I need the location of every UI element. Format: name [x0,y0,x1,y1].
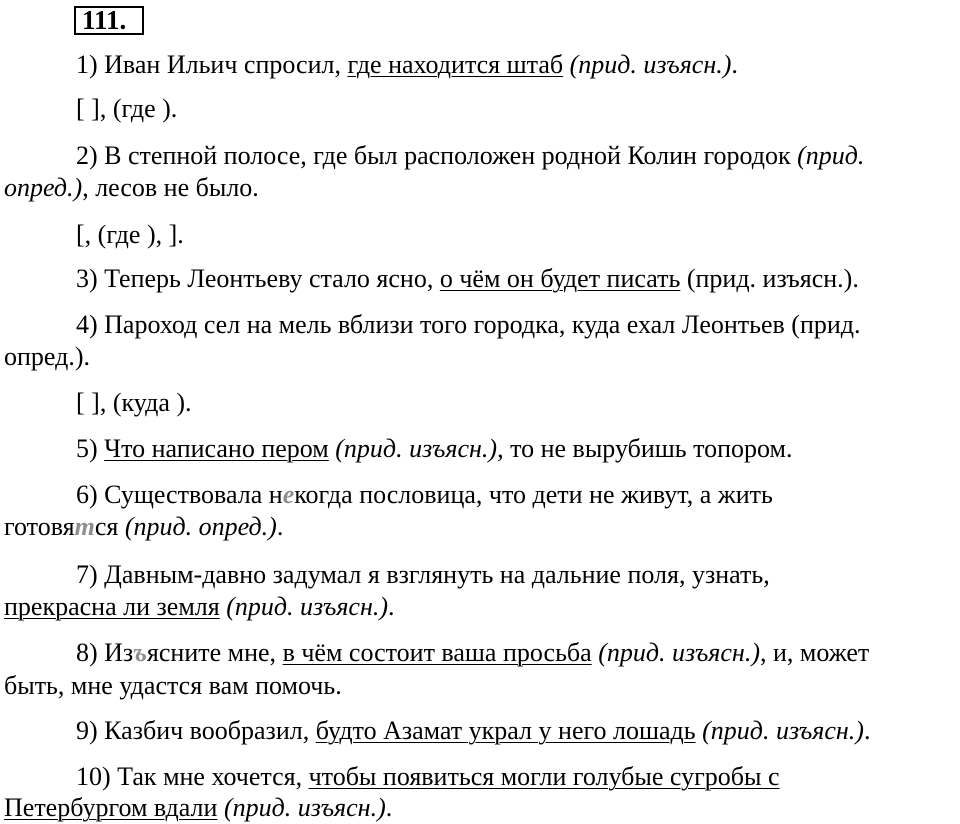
clause-type-note: (прид. изъясн.) [226,592,389,621]
subordinate-clause: будто Азамат украл у него лошадь [315,716,696,745]
clause-type-note: (прид. изъясн.) [702,716,864,745]
sentence-9: 9) Казбич вообразил, будто Азамат украл у него лошадь (прид. изъясн.). [76,716,871,745]
clause-type-note: (прид. [797,141,865,170]
sentence-8-line-1: 8) Изъясните мне, в чём состоит ваша просьба (прид. изъясн.), и, может [76,638,870,667]
subordinate-clause: в чём состоит ваша просьба [282,638,592,667]
spelling-mark: ъ [133,638,147,667]
subordinate-clause: чтобы появиться могли голубые сугробы с [308,762,780,791]
scheme-4: [ ], (куда ). [76,388,192,417]
clause-type-note: (прид. изъясн.) [569,50,732,79]
exercise-number: 111. [74,6,144,35]
spelling-mark: т [74,512,95,541]
subordinate-clause: прекрасна ли земля [4,592,220,621]
sentence-10-line-1: 10) Так мне хочется, чтобы появиться могли голубые сугробы с [76,762,780,791]
spelling-mark: е [282,480,295,509]
clause-type-note: (прид. изъясн.) [598,638,760,667]
scheme-1: [ ], (где ). [76,94,178,123]
subordinate-clause: о чём он будет писать [439,264,681,293]
subordinate-clause: Что написано пером [104,434,329,463]
sentence-1: 1) Иван Ильич спросил, где находится штаб (прид. изъясн.). [76,50,738,79]
sentence-2-line-2: опред.), лесов не было. [4,173,259,202]
subordinate-clause: где находится штаб [347,50,564,79]
sentence-7-line-1: 7) Давным-давно задумал я взглянуть на дальние поля, узнать, [76,560,770,589]
sentence-2-line-1: 2) В степной полосе, где был расположен родной Колин городок (прид. [76,141,865,170]
sentence-8-line-2: быть, мне удастся вам помочь. [4,671,342,700]
sentence-6-line-2: готовятся (прид. опред.). [4,512,284,541]
subordinate-clause: Петербургом вдали [4,793,218,822]
clause-type-note: опред.) [4,173,83,202]
sentence-4-line-1: 4) Пароход сел на мель вблизи того городка, куда ехал Леонтьев (прид. [76,310,861,339]
sentence-4-line-2: опред.). [4,342,90,371]
sentence-7-line-2: прекрасна ли земля (прид. изъясн.). [4,592,395,621]
clause-type-note: (прид. опред.) [124,512,277,541]
scheme-2: [, (где ), ]. [76,220,184,249]
clause-type-note: (прид. изъясн.) [223,793,386,822]
sentence-3: 3) Теперь Леонтьеву стало ясно, о чём он будет писать (прид. изъясн.). [76,264,859,293]
sentence-5: 5) Что написано пером (прид. изъясн.), то не вырубишь топором. [76,434,793,463]
clause-type-note: (прид. изъясн.) [335,434,498,463]
sentence-10-line-2: Петербургом вдали (прид. изъясн.). [4,793,393,822]
sentence-6-line-1: 6) Существовала некогда пословица, что дети не живут, а жить [76,480,773,509]
